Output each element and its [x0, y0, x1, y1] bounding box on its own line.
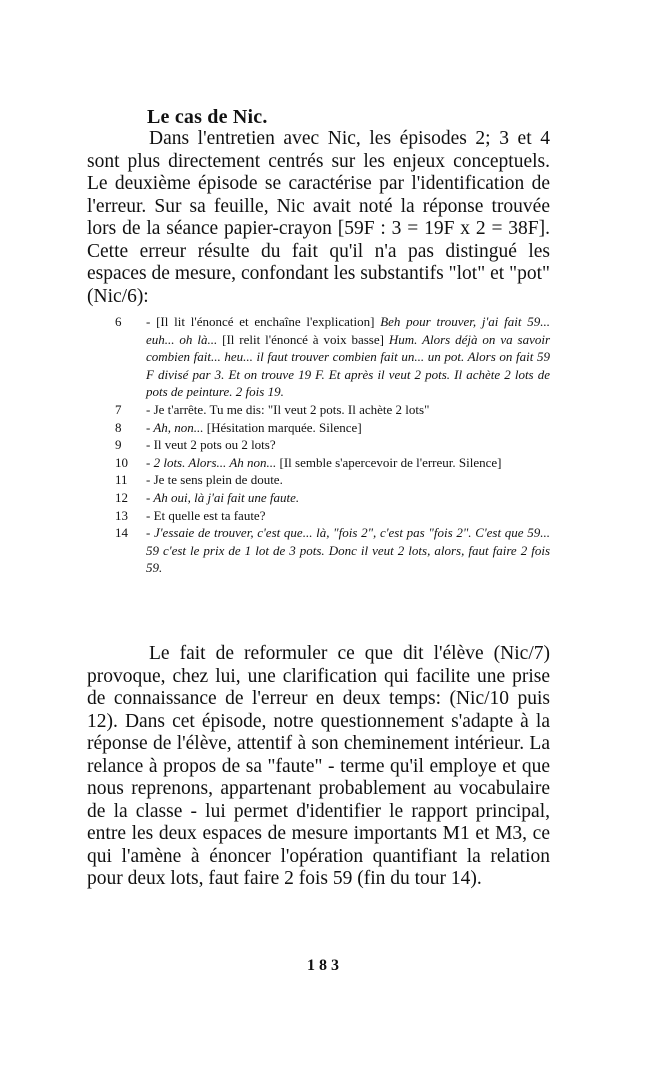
turn-speech: - Ah oui, là j'ai fait une faute.	[146, 489, 300, 505]
turn-text: - Et quelle est ta faute?	[146, 507, 266, 523]
turn-9	[115, 436, 550, 454]
turn-note: [Il semble s'apercevoir de l'erreur. Silence]	[279, 454, 502, 470]
turn-number: 9	[115, 437, 122, 453]
turn-number: 7	[115, 401, 122, 417]
turn-number: 14	[115, 525, 128, 541]
turn-text: - [Il lit l'énoncé et enchaîne l'explication]	[146, 314, 375, 329]
section-heading: Le cas de Nic.	[147, 106, 268, 128]
turn-text: - Je t'arrête. Tu me dis: "Il veut 2 pots. Il achète 2 lots"	[146, 401, 430, 417]
turn-note: [Hésitation marquée. Silence]	[206, 419, 362, 435]
turn-number: 6	[115, 314, 122, 329]
turn-number: 10	[115, 454, 128, 470]
turn-number: 13	[115, 507, 128, 523]
paragraph-intro: Dans l'entretien avec Nic, les épisodes 2; 3 et 4 sont plus directement centrés sur les enjeux conceptuels. Le deuxième épisode se caractérise par l'identification de l'erreur. Sur sa feuille, Nic avait noté la réponse trouvée lors de la séance papier-crayon [59F : 3 = 19F x 2 = 38F]. Cette erreur résulte du fait qu'il n'a pas distingué les espaces de mesure, confondant les substantifs "lot" et "pot" (Nic/6):	[87, 128, 550, 307]
turn-6	[115, 313, 550, 401]
turn-14	[115, 524, 550, 577]
turn-11	[115, 471, 550, 489]
turn-note: [Il relit l'énoncé à voix basse]	[222, 331, 384, 347]
turn-speech: - 2 lots. Alors... Ah non...	[146, 454, 277, 470]
turn-7	[115, 401, 550, 419]
turn-13	[115, 507, 550, 525]
turn-speech: - J'essaie de trouver, c'est que... là, "fois 2", c'est pas "fois 2". C'est que 59... 59 c'est le prix de 1 lot de 3 pots. Donc il veut 2 lots, alors, faut faire 2 fois 59.	[146, 525, 550, 576]
turn-speech: Beh pour trouver, j'ai fait 59... euh... oh là...	[146, 314, 550, 347]
interview-transcript	[115, 313, 550, 577]
turn-number: 11	[115, 472, 128, 488]
turn-text: - Je te sens plein de doute.	[146, 472, 283, 488]
page-number: 183	[307, 957, 343, 974]
turn-speech: Hum. Alors déjà on va savoir combien fait... heu... il faut trouver combien fait un... un pot. Alors on fait 59 F divisé par 3. Et on trouve 19 F. Et après il veut 2 pots. Il achète 2 lots de pots de peinture. 2 fois 19.	[146, 331, 551, 400]
turn-number: 12	[115, 489, 128, 505]
turn-10	[115, 454, 550, 472]
turn-text: - Il veut 2 pots ou 2 lots?	[146, 437, 276, 453]
paragraph-analysis: Le fait de reformuler ce que dit l'élève (Nic/7) provoque, chez lui, une clarification qui facilite une prise de connaissance de l'erreur en deux temps: (Nic/10 puis 12). Dans cet épisode, notre questionnement s'adapte à la réponse de l'élève, attentif à son cheminement intérieur. La relance à propos de sa "faute" - terme qu'il employe et que nous reprenons, appartenant probablement au vocabulaire de la classe - lui permet d'identifier le rapport principal, entre les deux espaces de mesure importants M1 et M3, ce qui l'amène à énoncer l'opération quantifiant la relation pour deux lots, faut faire 2 fois 59 (fin du tour 14).	[87, 643, 550, 889]
turn-12	[115, 489, 550, 507]
turn-8	[115, 419, 550, 437]
turn-speech: - Ah, non...	[146, 419, 204, 435]
turn-number: 8	[115, 419, 122, 435]
